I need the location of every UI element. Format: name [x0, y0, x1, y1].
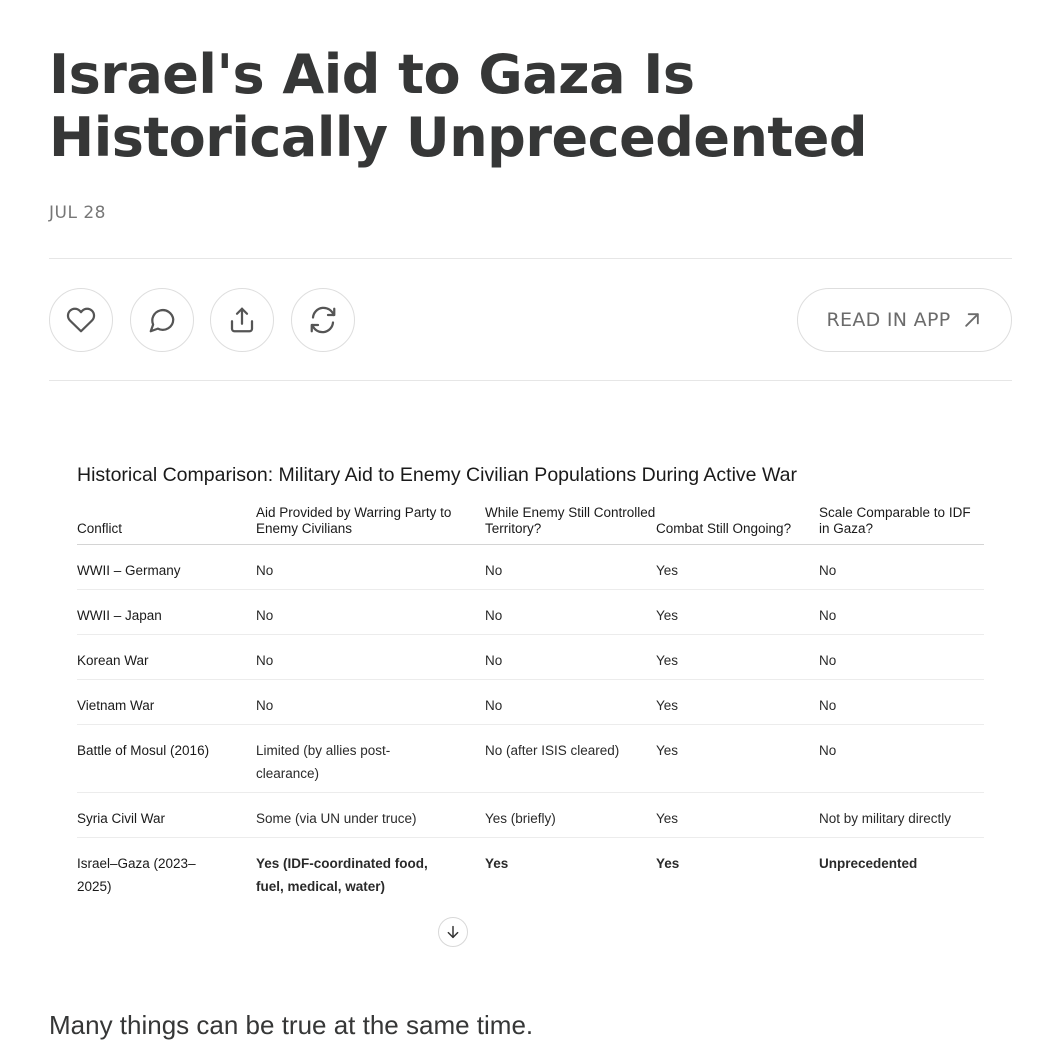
share-icon [227, 305, 257, 335]
table-cell: No [256, 545, 485, 590]
table-cell: Israel–Gaza (2023–2025) [77, 856, 196, 894]
read-in-app-button[interactable] [797, 288, 1012, 352]
table-cell: Yes [656, 793, 819, 838]
table-header: Aid Provided by Warring Party to Enemy Civilians [256, 505, 485, 545]
restack-button[interactable] [291, 288, 355, 352]
table-cell: No [256, 680, 485, 725]
table-cell: Not by military directly [819, 793, 984, 838]
read-in-app-label: READ IN APP [826, 309, 951, 331]
comment-icon [147, 305, 177, 335]
table-header: Conflict [77, 505, 256, 545]
table-cell: No [819, 590, 984, 635]
table-cell: Vietnam War [77, 680, 256, 725]
table-cell: Yes [656, 590, 819, 635]
table-header: While Enemy Still Controlled Territory? [485, 505, 656, 545]
article-body-text: Many things can be true at the same time. [49, 1010, 534, 1040]
arrow-down-icon [445, 924, 461, 940]
table-header: Combat Still Ongoing? [656, 505, 819, 545]
table-cell: Yes [656, 545, 819, 590]
table-row [77, 590, 984, 635]
table-cell: Yes [656, 635, 819, 680]
table-cell: Battle of Mosul (2016) [77, 725, 256, 793]
article-date: JUL 28 [49, 203, 106, 223]
like-button[interactable] [49, 288, 113, 352]
table-cell: Yes (briefly) [485, 793, 656, 838]
table-cell: Yes (IDF-coordinated food, fuel, medical, water) [256, 856, 428, 894]
table-cell: WWII – Japan [77, 590, 256, 635]
expand-image-button[interactable] [438, 917, 468, 947]
share-button[interactable] [210, 288, 274, 352]
heart-icon [66, 305, 96, 335]
table-cell: Limited (by allies post-clearance) [256, 725, 485, 793]
divider [49, 380, 1012, 381]
table-row [77, 725, 984, 793]
table-cell: Yes [656, 856, 680, 871]
table-cell: Yes [485, 856, 509, 871]
comparison-table [77, 505, 984, 899]
table-cell: No [256, 635, 485, 680]
table-cell: No [819, 680, 984, 725]
table-row [77, 635, 984, 680]
table-cell: No [819, 725, 984, 793]
table-cell: No [485, 680, 656, 725]
divider [49, 258, 1012, 259]
table-cell: No [819, 635, 984, 680]
table-cell: Syria Civil War [77, 793, 256, 838]
table-cell: Unprecedented [819, 856, 918, 871]
arrow-up-right-icon [962, 310, 982, 330]
table-cell: No (after ISIS cleared) [485, 725, 656, 793]
table-cell: Some (via UN under truce) [256, 793, 485, 838]
table-row [77, 545, 984, 590]
table-cell: Korean War [77, 635, 256, 680]
table-cell: No [256, 590, 485, 635]
table-cell: No [485, 635, 656, 680]
table-cell: No [485, 590, 656, 635]
table-cell: No [485, 545, 656, 590]
restack-icon [308, 305, 338, 335]
table-title: Historical Comparison: Military Aid to Enemy Civilian Populations During Active War [77, 464, 797, 486]
table-row [77, 793, 984, 838]
table-cell: No [819, 545, 984, 590]
table-cell: Yes [656, 680, 819, 725]
table-cell: WWII – Germany [77, 545, 256, 590]
table-header: Scale Comparable to IDF in Gaza? [819, 505, 984, 545]
comment-button[interactable] [130, 288, 194, 352]
table-row [77, 680, 984, 725]
table-row [77, 838, 984, 900]
article-title: Israel's Aid to Gaza Is Historically Unprecedented [49, 43, 868, 169]
table-header-row [77, 505, 984, 545]
table-cell: Yes [656, 725, 819, 793]
